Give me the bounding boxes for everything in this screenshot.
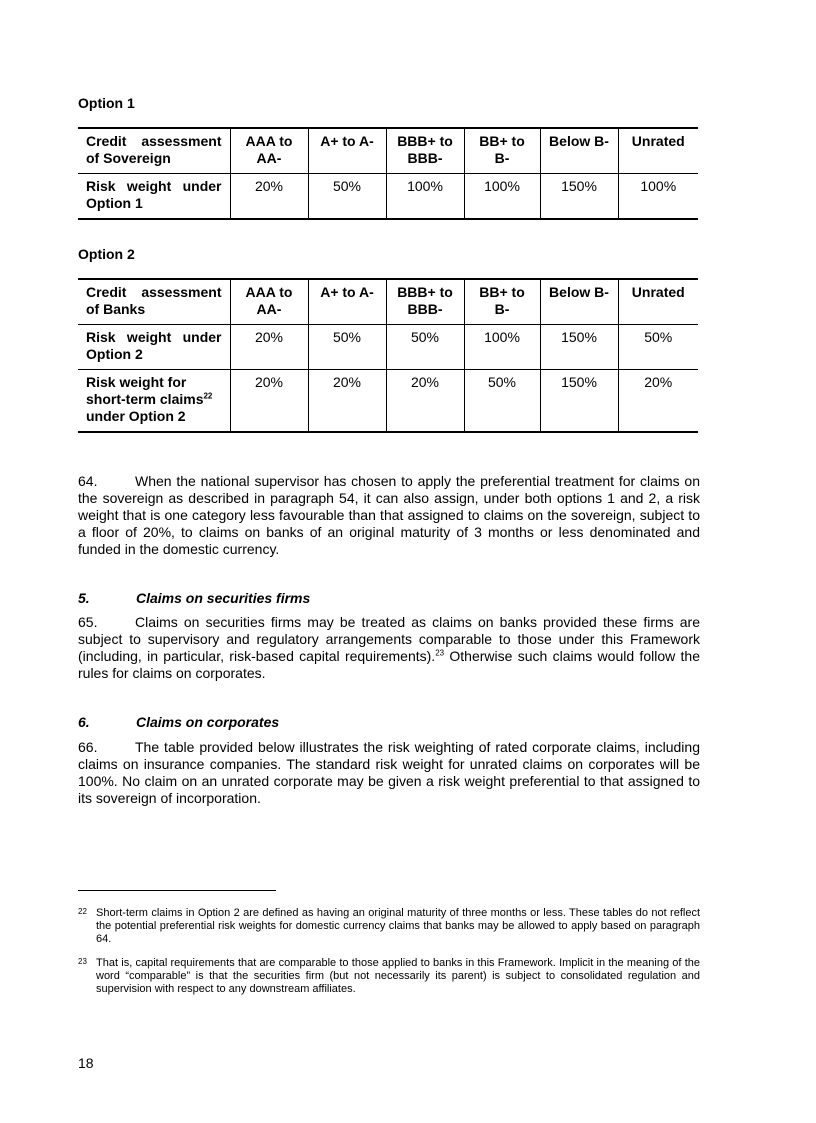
paragraph-text: Claims on securities firms may be treated as claims on banks provided these firms are subject to supervisory and regulatory arrangements comparable to those under this Framework (including, in particular, risk-based capital requirements). xyxy=(78,614,700,664)
table-cell: 20% xyxy=(230,174,308,220)
header-cell: Credit assessment of Sovereign xyxy=(78,128,230,174)
row-label: Risk weight under Option 2 xyxy=(78,325,230,370)
header-cell: Unrated xyxy=(631,284,685,300)
table-cell: 100% xyxy=(386,174,464,220)
section-title: Claims on securities firms xyxy=(136,590,311,606)
table-cell: 20% xyxy=(230,325,308,370)
table-cell: 100% xyxy=(464,174,540,220)
footnote xyxy=(78,957,700,996)
header-cell: A+ to A- xyxy=(308,128,386,174)
section-heading-6 xyxy=(78,714,279,730)
table-cell: 50% xyxy=(308,174,386,220)
option1-title: Option 1 xyxy=(78,95,135,111)
footnote-ref[interactable]: 22 xyxy=(203,391,213,401)
footnote-separator xyxy=(78,890,276,891)
table-row xyxy=(78,370,698,433)
footnote-mark: 22 xyxy=(78,907,87,916)
row-label: Risk weight under Option 1 xyxy=(78,174,230,220)
table-cell: 150% xyxy=(540,370,618,433)
header-cell: A+ to A- xyxy=(308,279,386,325)
paragraph-text: The table provided below illustrates the risk weighting of rated corporate claims, including claims on insurance companies. The standard risk weight for unrated claims on corporates will be 100%. No claim on an unrated corporate may be given a risk weight preferential to that assigned to its sovereign of incorporation. xyxy=(78,739,700,806)
page-number: 18 xyxy=(78,1055,94,1071)
header-cell: BB+ to B- xyxy=(464,128,540,174)
option1-table xyxy=(78,127,698,220)
header-cell: Below B- xyxy=(540,128,618,174)
header-cell: Unrated xyxy=(631,133,685,149)
paragraph-number: 64. xyxy=(78,473,98,489)
paragraph-65 xyxy=(78,614,700,682)
header-cell: BB+ to B- xyxy=(464,279,540,325)
table-cell: 100% xyxy=(464,325,540,370)
row-label xyxy=(78,370,230,433)
row-label-text: Risk weight for short-term claims xyxy=(86,374,204,407)
header-cell: Below B- xyxy=(540,279,618,325)
paragraph-text: Otherwise such claims would follow the rules for claims on corporates. xyxy=(78,648,700,681)
table-cell: 20% xyxy=(308,370,386,433)
table-cell: 150% xyxy=(540,325,618,370)
table-header-row xyxy=(78,128,698,174)
footnote-text: That is, capital requirements that are comparable to those applied to banks in this Framework. Implicit in the meaning of the word “comparable” is that the securities firm (but not necessarily its parent) is subject to consolidated regulation and supervision with respect to any downstream affiliates. xyxy=(96,957,700,995)
paragraph-number: 65. xyxy=(78,614,98,630)
table-cell: 20% xyxy=(230,370,308,433)
option2-table xyxy=(78,278,698,433)
table-cell: 50% xyxy=(464,370,540,433)
table-cell: 20% xyxy=(386,370,464,433)
table-cell: 50% xyxy=(308,325,386,370)
footnote-text: Short-term claims in Option 2 are defined as having an original maturity of three months or less. These tables do not reflect the potential preferential risk weights for domestic currency claims that banks may be allowed to apply based on paragraph 64. xyxy=(96,907,700,945)
section-number: 6. xyxy=(78,714,90,730)
section-heading-5 xyxy=(78,590,310,606)
paragraph-64 xyxy=(78,473,700,558)
header-cell: AAA to AA- xyxy=(230,128,308,174)
table-cell: 20% xyxy=(644,374,673,390)
option2-title: Option 2 xyxy=(78,246,135,262)
table-cell: 50% xyxy=(644,329,673,345)
table-cell: 150% xyxy=(540,174,618,220)
header-cell: Credit assessment of Banks xyxy=(78,279,230,325)
paragraph-66 xyxy=(78,739,700,807)
section-number: 5. xyxy=(78,590,90,606)
table-row xyxy=(78,174,698,220)
paragraph-number: 66. xyxy=(78,739,98,755)
table-cell: 50% xyxy=(386,325,464,370)
footnote xyxy=(78,907,700,946)
header-cell: BBB+ to BBB- xyxy=(386,128,464,174)
footnote-ref[interactable]: 23 xyxy=(435,648,445,658)
row-label-text: under Option 2 xyxy=(86,408,186,424)
footnote-mark: 23 xyxy=(78,957,87,966)
paragraph-text: When the national supervisor has chosen to apply the preferential treatment for claims on the sovereign as described in paragraph 54, it can also assign, under both options 1 and 2, a risk weight that is one category less favourable than that assigned to claims on the sovereign, subject to a floor of 20%, to claims on banks of an original maturity of 3 months or less denominated and funded in the domestic currency. xyxy=(78,473,700,557)
header-cell: BBB+ to BBB- xyxy=(386,279,464,325)
header-cell: AAA to AA- xyxy=(230,279,308,325)
section-title: Claims on corporates xyxy=(136,714,280,730)
table-cell: 100% xyxy=(640,178,677,194)
table-row xyxy=(78,325,698,370)
table-header-row xyxy=(78,279,698,325)
